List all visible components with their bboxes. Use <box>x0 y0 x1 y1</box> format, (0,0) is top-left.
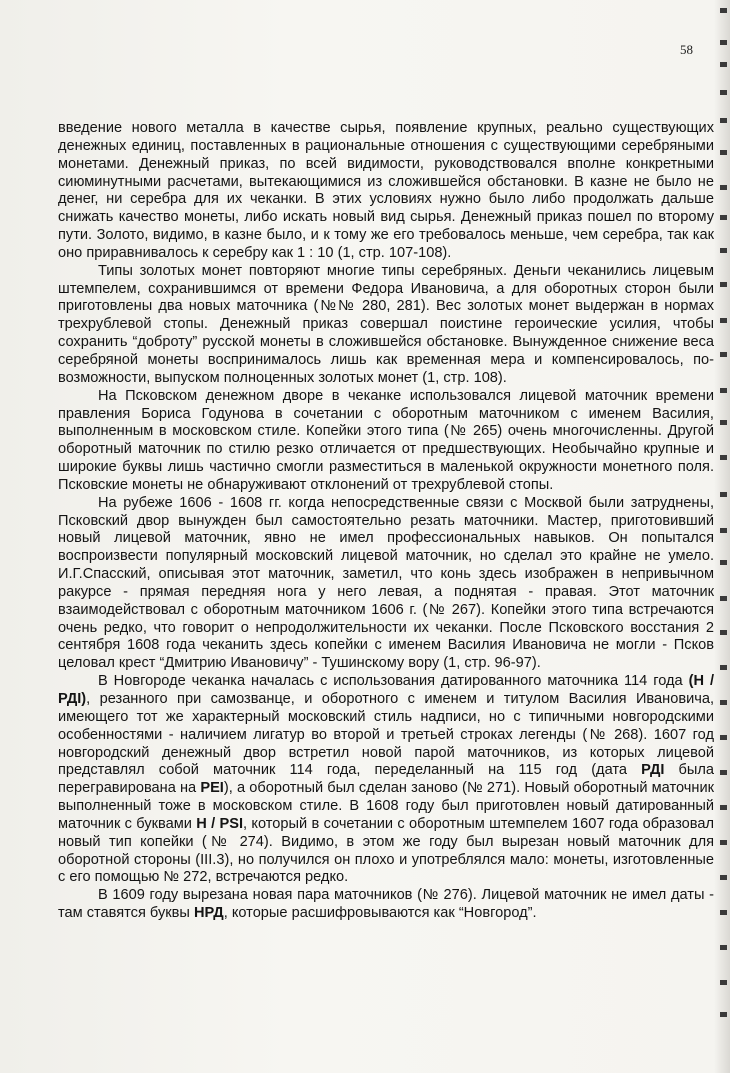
bold-text: PEI <box>200 780 224 797</box>
binding-mark <box>720 352 727 357</box>
binding-mark <box>720 770 727 775</box>
binding-mark <box>720 62 727 67</box>
binding-mark <box>720 118 727 123</box>
paragraph <box>58 120 714 263</box>
binding-edge <box>714 0 730 1073</box>
binding-mark <box>720 980 727 985</box>
binding-mark <box>720 665 727 670</box>
binding-mark <box>720 150 727 155</box>
binding-mark <box>720 1012 727 1017</box>
binding-mark <box>720 910 727 915</box>
paragraph <box>58 388 714 495</box>
binding-mark <box>720 40 727 45</box>
binding-mark <box>720 318 727 323</box>
binding-mark <box>720 735 727 740</box>
binding-mark <box>720 455 727 460</box>
bold-text: (Н / РДI) <box>58 673 714 707</box>
text-run: На Псковском денежном дворе в чеканке использовался лицевой маточник времени правления Бориса Годунова в сочетании с оборотным маточником с именем Василия, выполненным в московском стиле. Копейки этого типа (№ 265) очень многочисленны. Другой оборотный маточник по стилю резко отличается от предшествующих. Необычайно крупные и широкие буквы лишь частично смогли разместиться в маленькой окружности монетного поля. Псковские монеты не обнаруживают отклонений от трехрублевой стопы. <box>58 387 714 493</box>
binding-mark <box>720 215 727 220</box>
binding-mark <box>720 90 727 95</box>
text-run: В 1609 году вырезана новая пара маточников (№ 276). Лицевой маточник не имел даты - там ставятся буквы <box>58 887 714 922</box>
binding-mark <box>720 945 727 950</box>
body-text <box>58 120 714 923</box>
bold-text: Н / PSI <box>196 815 244 832</box>
binding-mark <box>720 282 727 287</box>
text-run: , которые расшифровываются как “Новгород”. <box>223 905 537 922</box>
binding-mark <box>720 185 727 190</box>
binding-mark <box>720 420 727 425</box>
paragraph <box>58 495 714 673</box>
text-run: была перегравирована на <box>58 762 714 797</box>
binding-mark <box>720 8 727 13</box>
binding-mark <box>720 248 727 253</box>
binding-mark <box>720 840 727 845</box>
binding-mark <box>720 388 727 393</box>
bold-text: НРД <box>193 905 224 922</box>
binding-mark <box>720 805 727 810</box>
page-number: 58 <box>680 42 693 57</box>
binding-mark <box>720 528 727 533</box>
text-run: ), а оборотный был сделан заново (№ 271). Новый оборотный маточник выполненный тоже в московском стиле. В 1608 году был приготовлен новый датированный маточник с буквами <box>58 780 714 832</box>
binding-mark <box>720 560 727 565</box>
text-run: , который в сочетании с оборотным штемпелем 1607 года образовал новый тип копейки (№ 274). Видимо, в этом же году был вырезан новый маточник для оборотной стороны (III.3), но получился он плохо и употреблялся мало: монеты, изготовленные с его помощью № 272, встречаются редко. <box>58 815 714 886</box>
binding-mark <box>720 630 727 635</box>
text-run: введение нового металла в качестве сырья, появление крупных, реально существующих денежных единиц, поставленных в рациональные отношения с существующими серебряными монетами. Денежный приказ, по всей видимости, руководствовался вполне конкретными сиюминутными расчетами, вытекающимися из сложившейся обстановки. В казне не было не денег, ни серебра для их чеканки. В этих условиях нужно было либо продолжать дальше снижать качество монеты, либо искать новый вид сырья. Денежный приказ пошел по второму пути. Золото, видимо, в казне было, и к тому же его требовалось меньше, чем серебра, так как оно приравнивалось к серебру как 1 : 10 (1, стр. 107-108). <box>58 120 714 261</box>
binding-mark <box>720 492 727 497</box>
text-run: , резанного при самозванце, и оборотного с именем и титулом Василия Ивановича, имеющего тот же характерный московский стиль надписи, но с типичными новгородскими особенностями - наличием лигатур во второй и третьей строках легенды (№ 268). 1607 год новгородский денежный двор встретил новой парой маточников, из которых лицевой представлял собой маточник 114 года, переделанный на 115 год (дата <box>58 691 714 779</box>
paragraph <box>58 673 714 887</box>
text-run: На рубеже 1606 - 1608 гг. когда непосредственные связи с Москвой были затруднены, Псковский двор вынужден был самостоятельно резать маточники. Мастер, приготовивший новый лицевой маточник, явно не имел профессиональных навыков. Он попытался воспроизвести популярный московский лицевой маточник, но сделал это крайне не умело. И.Г.Спасский, описывая этот маточник, заметил, что конь здесь изображен в непривычном ракурсе - прямая передняя нога у него левая, а поднятая - правая. Этот маточник взаимодействовал с оборотным маточником 1606 г. (№ 267). Копейки этого типа встречаются очень редко, что говорит о непродолжительности их чеканки. После Псковского восстания 2 сентября 1608 года чеканить здесь копейки с именем Василия Ивановича не могли - Псков целовал крест “Дмитрию Ивановичу” - Тушинскому вору (1, стр. 96-97). <box>58 494 714 672</box>
paragraph <box>58 887 714 923</box>
binding-mark <box>720 596 727 601</box>
paragraph <box>58 263 714 388</box>
binding-mark <box>720 875 727 880</box>
text-run: Типы золотых монет повторяют многие типы серебряных. Деньги чеканились лицевым штемпелем, сохранившимся от времени Федора Ивановича, а для оборотных сторон были приготовлены два новых маточника (№№ 280, 281). Вес золотых монет выдержан в нормах трехрублевой стопы. Денежный приказ совершал поистине героические усилия, чтобы сохранить “доброту” русской монеты в сложившейся обстановке. Вынужденное снижение веса серебряной монеты воспринималось лишь как временная мера и компенсировалось, по-возможности, выпуском полноценных золотых монет (1, стр. 108). <box>58 262 714 386</box>
binding-mark <box>720 700 727 705</box>
bold-text: РДI <box>641 762 665 779</box>
text-run: В Новгороде чеканка началась с использования датированного маточника 114 года <box>98 673 689 690</box>
